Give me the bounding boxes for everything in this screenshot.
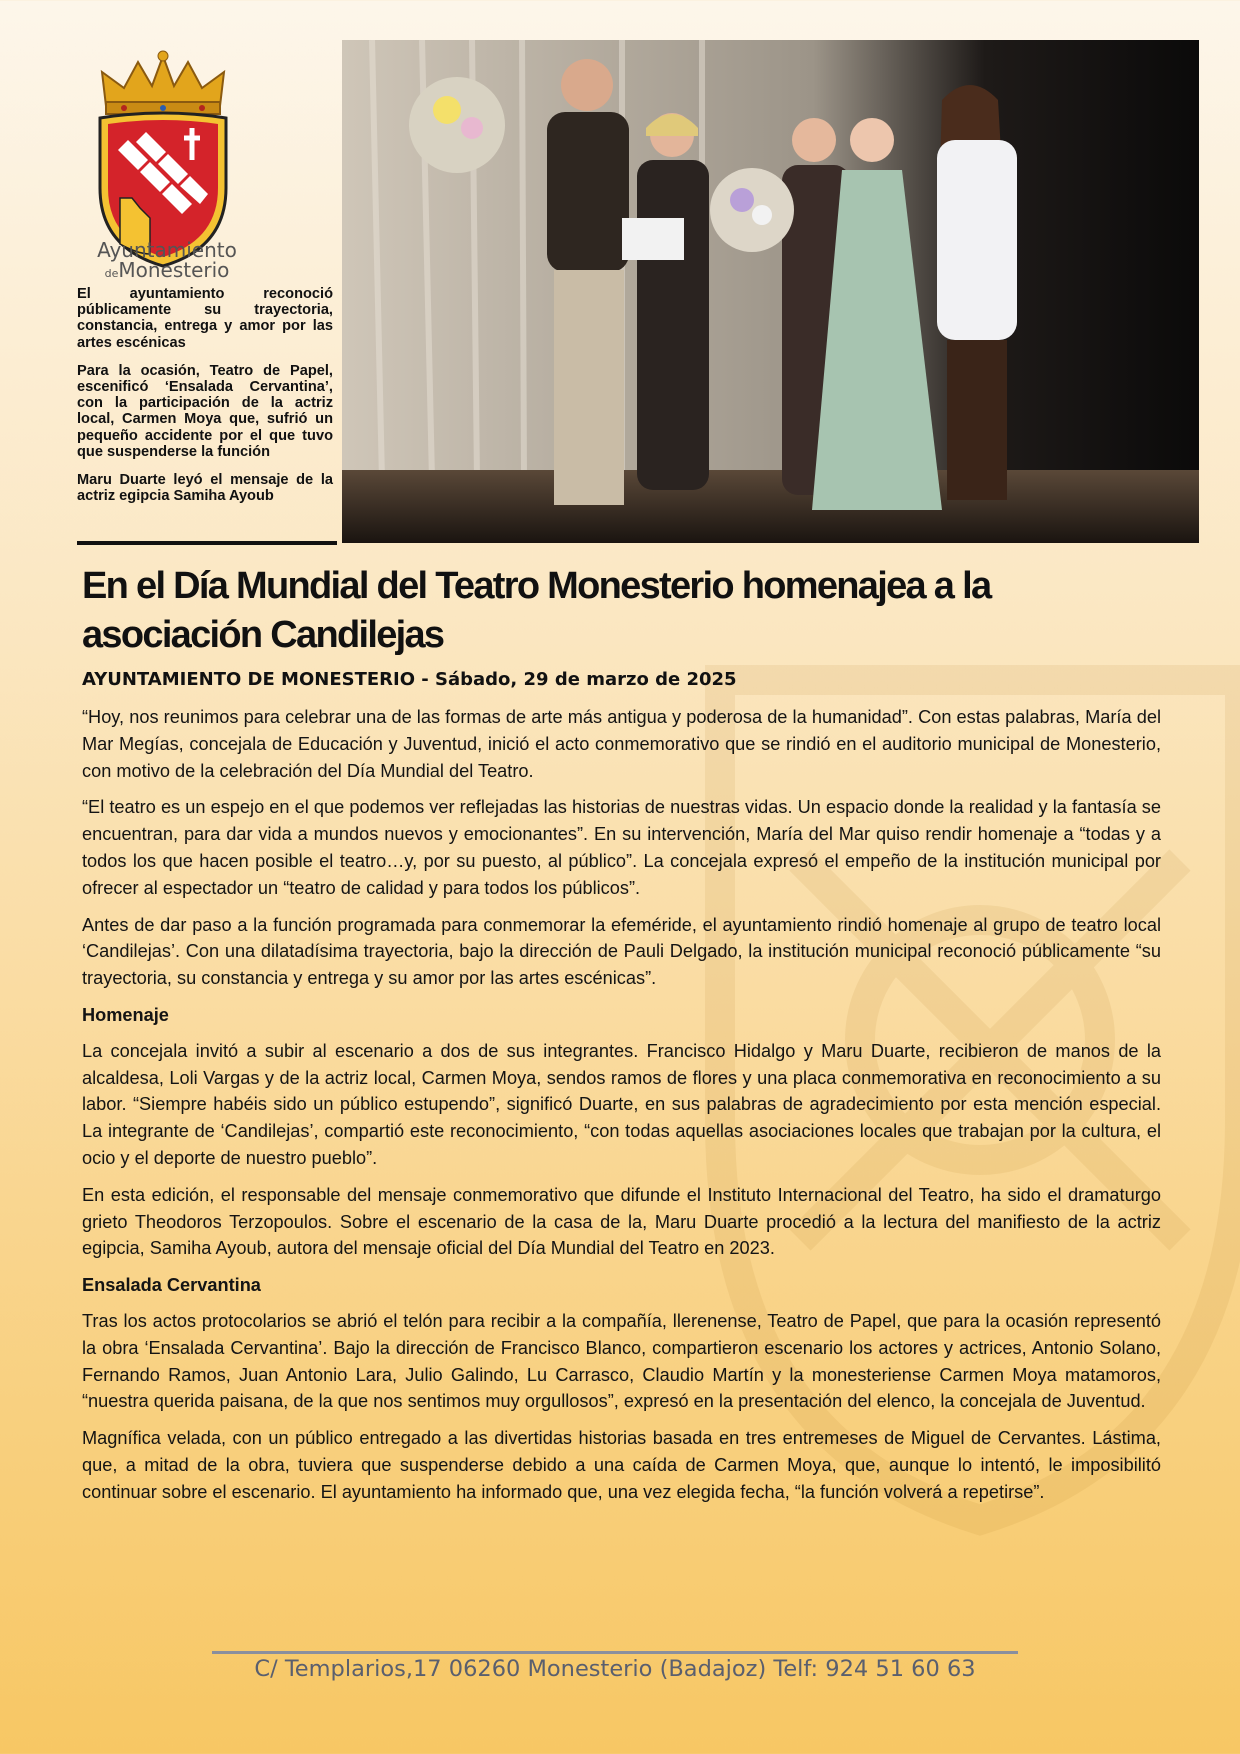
paragraph-4: La concejala invitó a subir al escenario a dos de sus integrantes. Francisco Hidalgo y Maru Duarte, recibieron de manos de la alcaldesa, Loli Vargas y de la actriz local, Carmen Moya, sendos ramos de flores y una placa conmemorativa en reconocimiento a su labor. “Siempre habéis sido un público estupendo”, significó Duarte, en sus palabras de agradecimiento por esta mención especial. La integrante de ‘Candilejas’, compartió este reconocimiento, “con todas aquellas asociaciones locales que trabajan por la cultura, el ocio y el deporte de nuestro pueblo”.	[82, 1040, 1161, 1168]
sidebar-highlights	[77, 286, 333, 516]
flower-bouquet-2	[710, 168, 794, 252]
highlight-3: Maru Duarte leyó el mensaje de la actriz egipcia Samiha Ayoub	[77, 472, 333, 505]
person-5	[937, 85, 1017, 500]
article-byline: AYUNTAMIENTO DE MONESTERIO - Sábado, 29 de marzo de 2025	[82, 669, 737, 690]
paragraph-7: Magnífica velada, con un público entregado a las divertidas historias basada en tres entremeses de Miguel de Cervantes. Lástima, que, a mitad de la obra, tuviera que suspenderse debido a una caída de Carmen Moya, que, aunque lo intentó, le imposibilitó continuar sobre el escenario. El ayuntamiento ha informado que, una vez elegida fecha, “la función volverá a repetirse”.	[82, 1428, 1161, 1502]
flower-bouquet-1	[409, 77, 505, 173]
paragraph-2: “El teatro es un espejo en el que podemos ver reflejadas las historias de nuestras vidas. Un espacio donde la realidad y la fantasía se encuentran, para dar vida a mundos nuevos y emocionantes”. En su intervención, María del Mar quiso rendir homenaje a “todas y a todos los que hacen posible el teatro…y, por su puesto, al público”. La concejala expresó el empeño de la institución municipal por ofrecer al espectador un “teatro de calidad y para todos los públicos”.	[82, 797, 1161, 898]
person-1	[547, 59, 629, 505]
article-title: En el Día Mundial del Teatro Monesterio homenajea a la asociación Candilejas	[82, 565, 991, 656]
paragraph-5: En esta edición, el responsable del mensaje conmemorativo que difunde el Instituto Internacional del Teatro, ha sido el dramaturgo grieto Theodoros Terzopoulos. Sobre el escenario de la casa de la, Maru Duarte procedió a la lectura del manifiesto de la actriz egipcia, Samiha Ayoub, autora del mensaje oficial del Día Mundial del Teatro en 2023.	[82, 1184, 1161, 1259]
subheading-ensalada: Ensalada Cervantina	[82, 1275, 261, 1296]
highlight-1: El ayuntamiento reconoció públicamente su trayectoria, constancia, entrega y amor por las artes escénicas	[77, 286, 333, 351]
paragraph-1: “Hoy, nos reunimos para celebrar una de las formas de arte más antigua y poderosa de la humanidad”. Con estas palabras, María del Mar Megías, concejala de Educación y Juventud, inició el acto conmemorativo que se rindió en el auditorio municipal de Monesterio, con motivo de la celebración del Día Mundial del Teatro.	[82, 707, 1161, 781]
article-body	[82, 704, 1161, 1516]
paragraph-3: Antes de dar paso a la función programada para conmemorar la efeméride, el ayuntamiento rindió homenaje al grupo de teatro local ‘Candilejas’. Con una dilatadísima trayectoria, bajo la dirección de Pauli Delgado, la institución municipal reconoció públicamente “su trayectoria, su constancia y entrega y su amor por las artes escénicas”.	[82, 914, 1161, 989]
paragraph-6: Tras los actos protocolarios se abrió el telón para recibir a la compañía, llerenense, Teatro de Papel, que para la ocasión representó la obra ‘Ensalada Cervantina’. Bajo la dirección de Francisco Blanco, compartieron escenario los actores y actrices, Antonio Solano, Fernando Ramos, Juan Antonio Lara, Julio Galindo, Lu Carrasco, Claudio Martín y la monesteriense Carmen Moya matamoros, “nuestra querida paisana, de la que nos sentimos muy orgullosos”, expresó en la presentación del elenco, la concejala de Juventud.	[82, 1310, 1161, 1412]
footer-divider	[212, 1651, 1018, 1654]
event-photo	[342, 40, 1199, 543]
subheading-homenaje: Homenaje	[82, 1004, 169, 1025]
sidebar-divider	[77, 541, 337, 545]
crown-icon	[102, 51, 224, 114]
logo-caption	[92, 240, 242, 284]
highlight-2: Para la ocasión, Teatro de Papel, escenificó ‘Ensalada Cervantina’, con la participación de la actriz local, Carmen Moya que, sufrió un pequeño accidente por el que tuvo que suspenderse la función	[77, 362, 333, 460]
footer-address: C/ Templarios,17 06260 Monesterio (Badajoz) Telf: 924 51 60 63	[254, 1656, 976, 1682]
logo-line2-small: de	[104, 267, 119, 280]
logo-line1: Ayuntamiento	[97, 238, 237, 262]
logo-line2: Monesterio	[118, 258, 230, 282]
